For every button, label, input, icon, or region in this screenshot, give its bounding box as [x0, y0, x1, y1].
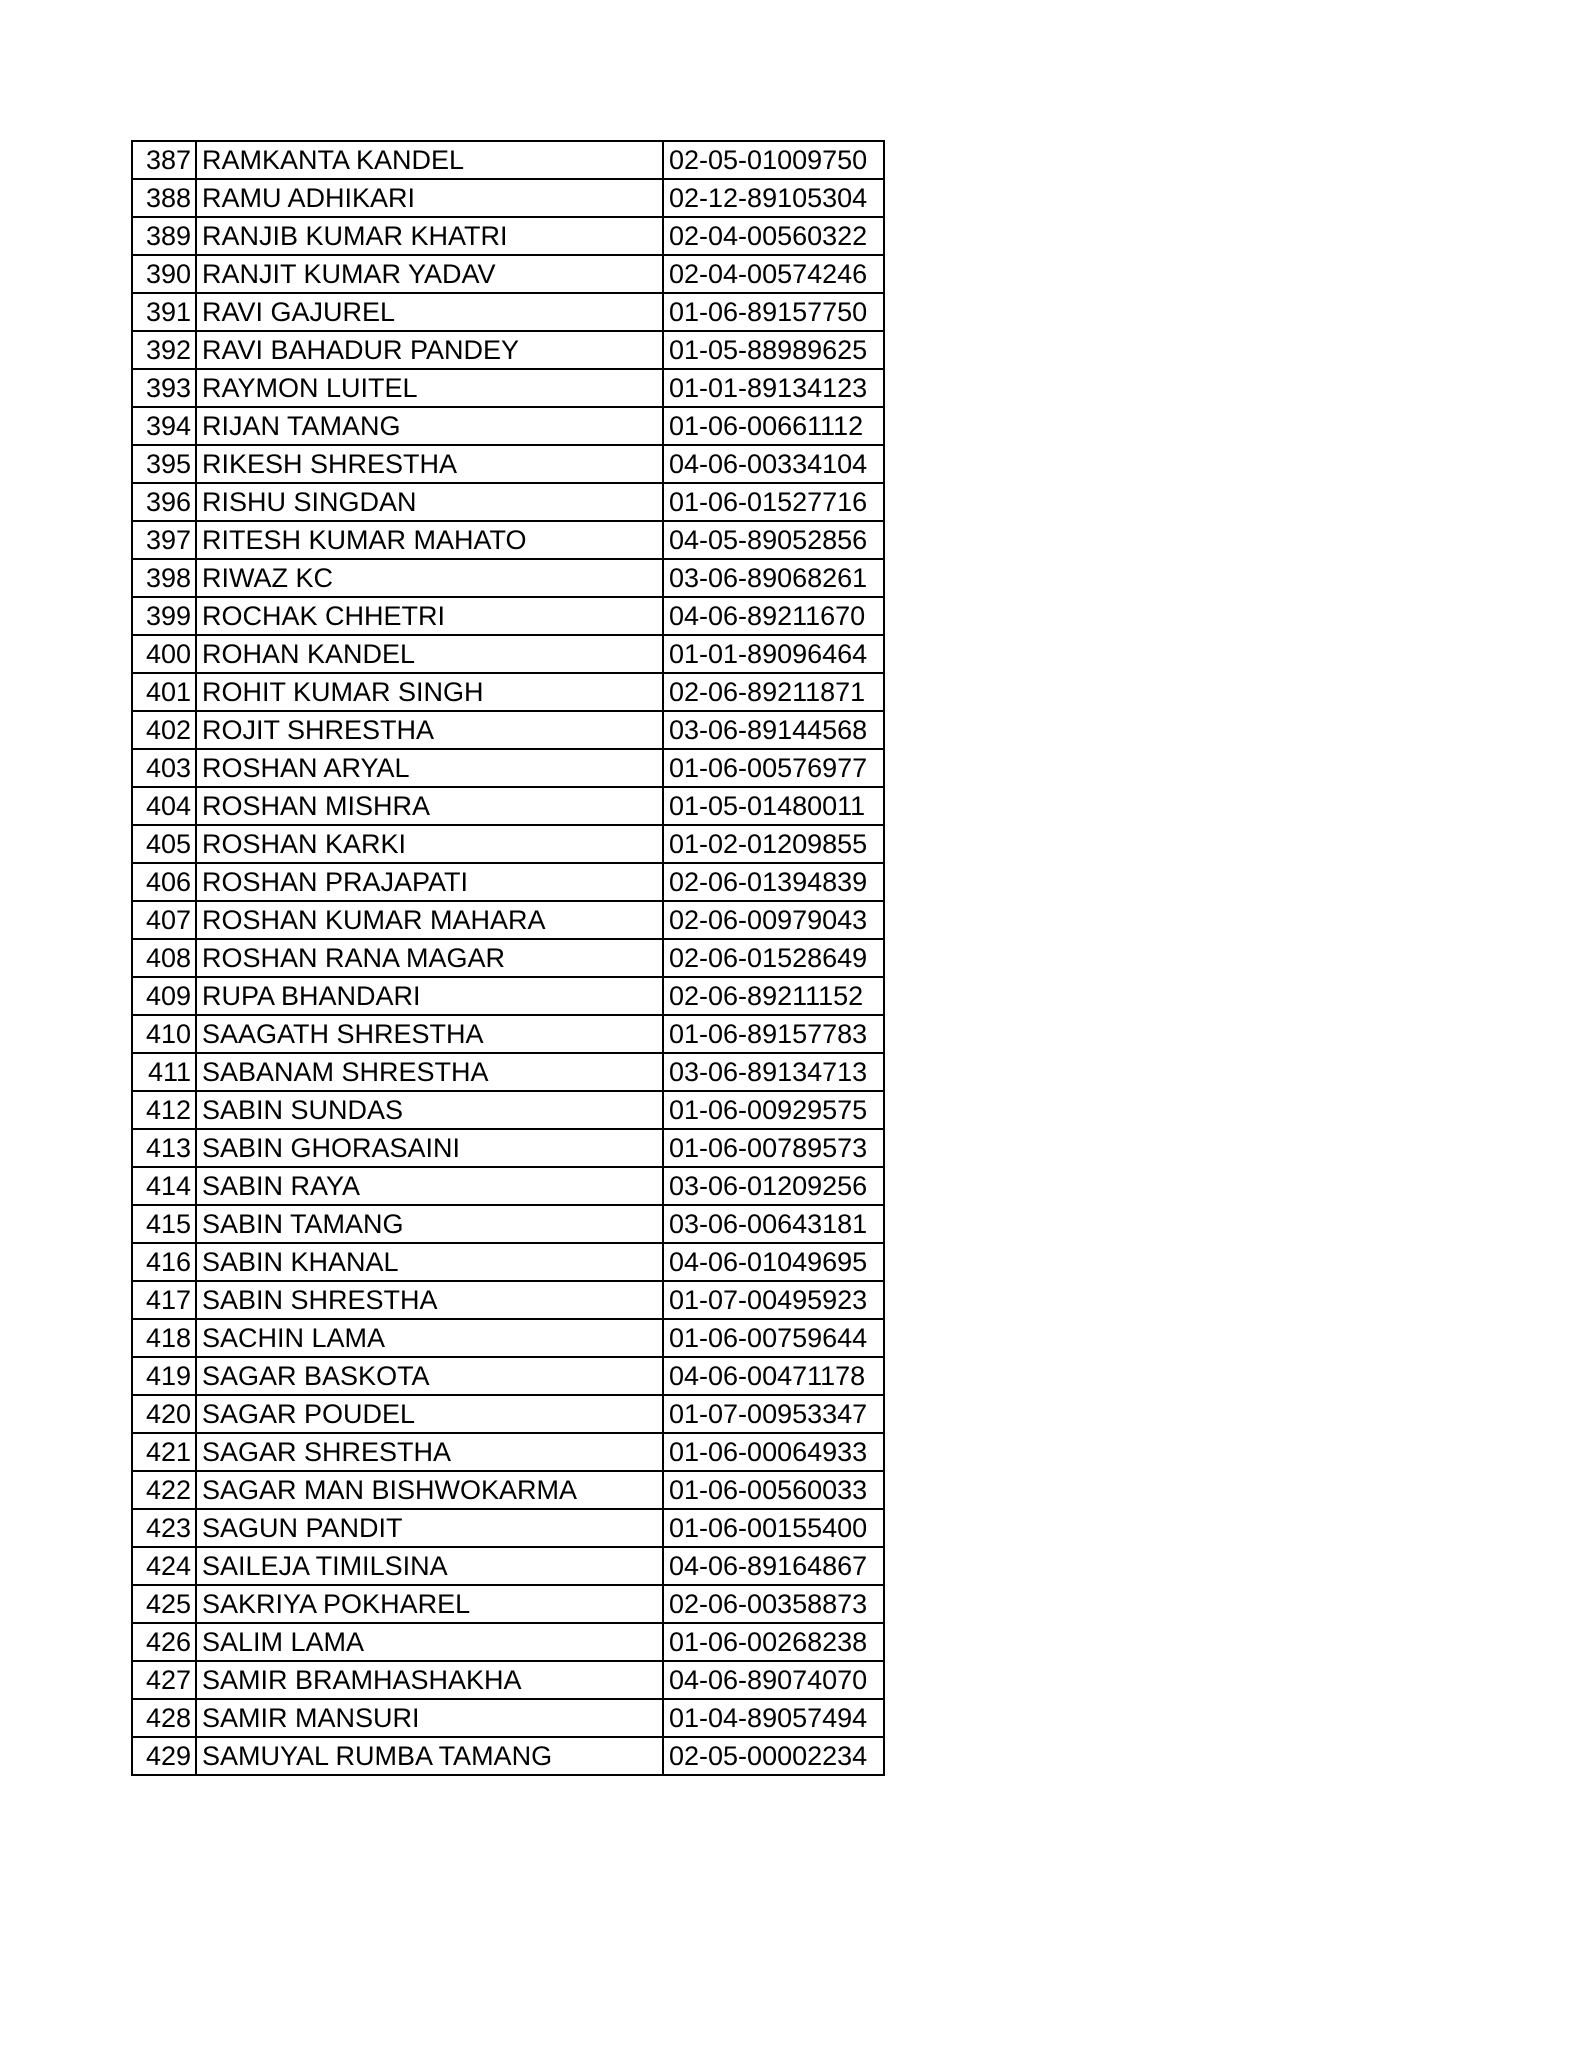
name-list-table	[131, 140, 885, 1776]
id-code: 04-06-89211670	[663, 597, 884, 635]
table-row	[132, 977, 884, 1015]
row-number: 428	[132, 1699, 196, 1737]
person-name: ROSHAN KARKI	[196, 825, 663, 863]
person-name: RIJAN TAMANG	[196, 407, 663, 445]
id-code: 02-05-01009750	[663, 141, 884, 179]
row-number: 393	[132, 369, 196, 407]
id-code: 03-06-89144568	[663, 711, 884, 749]
id-code: 01-06-00560033	[663, 1471, 884, 1509]
id-code: 02-06-89211152	[663, 977, 884, 1015]
id-code: 02-06-89211871	[663, 673, 884, 711]
id-code: 04-06-00334104	[663, 445, 884, 483]
table-row	[132, 1509, 884, 1547]
row-number: 413	[132, 1129, 196, 1167]
table-row	[132, 597, 884, 635]
id-code: 01-06-00576977	[663, 749, 884, 787]
person-name: SAMUYAL RUMBA TAMANG	[196, 1737, 663, 1775]
table-row	[132, 445, 884, 483]
id-code: 01-01-89134123	[663, 369, 884, 407]
id-code: 04-06-00471178	[663, 1357, 884, 1395]
id-code: 01-06-00064933	[663, 1433, 884, 1471]
id-code: 02-06-00979043	[663, 901, 884, 939]
id-code: 03-06-00643181	[663, 1205, 884, 1243]
person-name: RUPA BHANDARI	[196, 977, 663, 1015]
table-row	[132, 521, 884, 559]
person-name: SALIM LAMA	[196, 1623, 663, 1661]
id-code: 03-06-89068261	[663, 559, 884, 597]
row-number: 387	[132, 141, 196, 179]
person-name: ROSHAN ARYAL	[196, 749, 663, 787]
row-number: 396	[132, 483, 196, 521]
row-number: 389	[132, 217, 196, 255]
row-number: 422	[132, 1471, 196, 1509]
id-code: 01-06-00661112	[663, 407, 884, 445]
row-number: 388	[132, 179, 196, 217]
person-name: SABIN SUNDAS	[196, 1091, 663, 1129]
table-row	[132, 1737, 884, 1775]
row-number: 417	[132, 1281, 196, 1319]
table-row	[132, 787, 884, 825]
person-name: RITESH KUMAR MAHATO	[196, 521, 663, 559]
row-number: 416	[132, 1243, 196, 1281]
table-row	[132, 1281, 884, 1319]
person-name: SAGAR SHRESTHA	[196, 1433, 663, 1471]
row-number: 412	[132, 1091, 196, 1129]
row-number: 404	[132, 787, 196, 825]
row-number: 426	[132, 1623, 196, 1661]
row-number: 400	[132, 635, 196, 673]
table-row	[132, 749, 884, 787]
row-number: 414	[132, 1167, 196, 1205]
person-name: RAYMON LUITEL	[196, 369, 663, 407]
row-number: 410	[132, 1015, 196, 1053]
table-row	[132, 1585, 884, 1623]
row-number: 390	[132, 255, 196, 293]
person-name: RIWAZ KC	[196, 559, 663, 597]
person-name: SAKRIYA POKHAREL	[196, 1585, 663, 1623]
row-number: 408	[132, 939, 196, 977]
person-name: SAMIR BRAMHASHAKHA	[196, 1661, 663, 1699]
id-code: 01-06-89157783	[663, 1015, 884, 1053]
row-number: 425	[132, 1585, 196, 1623]
table-row	[132, 1319, 884, 1357]
person-name: ROSHAN MISHRA	[196, 787, 663, 825]
table-row	[132, 1547, 884, 1585]
row-number: 405	[132, 825, 196, 863]
person-name: SABIN KHANAL	[196, 1243, 663, 1281]
row-number: 402	[132, 711, 196, 749]
row-number: 411	[132, 1053, 196, 1091]
id-code: 01-06-01527716	[663, 483, 884, 521]
row-number: 391	[132, 293, 196, 331]
table-row	[132, 1129, 884, 1167]
name-list-body	[132, 141, 884, 1775]
table-row	[132, 1167, 884, 1205]
row-number: 398	[132, 559, 196, 597]
table-row	[132, 1053, 884, 1091]
id-code: 03-06-89134713	[663, 1053, 884, 1091]
table-row	[132, 711, 884, 749]
id-code: 01-05-88989625	[663, 331, 884, 369]
table-row	[132, 483, 884, 521]
table-row	[132, 863, 884, 901]
person-name: SAAGATH SHRESTHA	[196, 1015, 663, 1053]
row-number: 427	[132, 1661, 196, 1699]
person-name: SACHIN LAMA	[196, 1319, 663, 1357]
person-name: ROJIT SHRESTHA	[196, 711, 663, 749]
person-name: ROHAN KANDEL	[196, 635, 663, 673]
id-code: 01-06-00268238	[663, 1623, 884, 1661]
id-code: 02-05-00002234	[663, 1737, 884, 1775]
id-code: 01-06-89157750	[663, 293, 884, 331]
table-row	[132, 1699, 884, 1737]
person-name: SAGUN PANDIT	[196, 1509, 663, 1547]
table-row	[132, 1661, 884, 1699]
row-number: 421	[132, 1433, 196, 1471]
person-name: SABIN SHRESTHA	[196, 1281, 663, 1319]
table-row	[132, 1091, 884, 1129]
person-name: SAGAR MAN BISHWOKARMA	[196, 1471, 663, 1509]
table-row	[132, 825, 884, 863]
id-code: 02-06-01528649	[663, 939, 884, 977]
id-code: 01-02-01209855	[663, 825, 884, 863]
row-number: 399	[132, 597, 196, 635]
id-code: 01-06-00929575	[663, 1091, 884, 1129]
table-row	[132, 331, 884, 369]
person-name: RANJIT KUMAR YADAV	[196, 255, 663, 293]
person-name: RAVI BAHADUR PANDEY	[196, 331, 663, 369]
table-row	[132, 1357, 884, 1395]
table-row	[132, 635, 884, 673]
person-name: RIKESH SHRESTHA	[196, 445, 663, 483]
person-name: ROSHAN KUMAR MAHARA	[196, 901, 663, 939]
person-name: SABIN TAMANG	[196, 1205, 663, 1243]
id-code: 01-07-00495923	[663, 1281, 884, 1319]
table-row	[132, 1395, 884, 1433]
person-name: SAMIR MANSURI	[196, 1699, 663, 1737]
row-number: 407	[132, 901, 196, 939]
person-name: SABIN GHORASAINI	[196, 1129, 663, 1167]
table-row	[132, 901, 884, 939]
person-name: SAGAR POUDEL	[196, 1395, 663, 1433]
person-name: SAGAR BASKOTA	[196, 1357, 663, 1395]
table-row	[132, 1243, 884, 1281]
id-code: 03-06-01209256	[663, 1167, 884, 1205]
row-number: 420	[132, 1395, 196, 1433]
row-number: 392	[132, 331, 196, 369]
table-row	[132, 1015, 884, 1053]
id-code: 04-06-89074070	[663, 1661, 884, 1699]
person-name: SAILEJA TIMILSINA	[196, 1547, 663, 1585]
person-name: RAMU ADHIKARI	[196, 179, 663, 217]
table-row	[132, 369, 884, 407]
table-row	[132, 217, 884, 255]
person-name: ROSHAN RANA MAGAR	[196, 939, 663, 977]
id-code: 01-04-89057494	[663, 1699, 884, 1737]
table-row	[132, 1471, 884, 1509]
row-number: 397	[132, 521, 196, 559]
row-number: 419	[132, 1357, 196, 1395]
person-name: ROCHAK CHHETRI	[196, 597, 663, 635]
person-name: SABANAM SHRESTHA	[196, 1053, 663, 1091]
table-row	[132, 1205, 884, 1243]
id-code: 04-06-89164867	[663, 1547, 884, 1585]
person-name: RAMKANTA KANDEL	[196, 141, 663, 179]
table-row	[132, 407, 884, 445]
row-number: 424	[132, 1547, 196, 1585]
table-row	[132, 939, 884, 977]
row-number: 395	[132, 445, 196, 483]
person-name: ROHIT KUMAR SINGH	[196, 673, 663, 711]
id-code: 02-04-00574246	[663, 255, 884, 293]
row-number: 394	[132, 407, 196, 445]
id-code: 02-06-01394839	[663, 863, 884, 901]
id-code: 01-05-01480011	[663, 787, 884, 825]
id-code: 02-12-89105304	[663, 179, 884, 217]
row-number: 418	[132, 1319, 196, 1357]
person-name: SABIN RAYA	[196, 1167, 663, 1205]
table-row	[132, 179, 884, 217]
table-row	[132, 559, 884, 597]
table-row	[132, 141, 884, 179]
table-row	[132, 673, 884, 711]
id-code: 02-06-00358873	[663, 1585, 884, 1623]
id-code: 04-06-01049695	[663, 1243, 884, 1281]
row-number: 415	[132, 1205, 196, 1243]
id-code: 04-05-89052856	[663, 521, 884, 559]
row-number: 423	[132, 1509, 196, 1547]
person-name: RISHU SINGDAN	[196, 483, 663, 521]
person-name: RANJIB KUMAR KHATRI	[196, 217, 663, 255]
person-name: RAVI GAJUREL	[196, 293, 663, 331]
table-row	[132, 1433, 884, 1471]
table-row	[132, 255, 884, 293]
id-code: 01-07-00953347	[663, 1395, 884, 1433]
row-number: 429	[132, 1737, 196, 1775]
person-name: ROSHAN PRAJAPATI	[196, 863, 663, 901]
id-code: 02-04-00560322	[663, 217, 884, 255]
row-number: 406	[132, 863, 196, 901]
table-row	[132, 1623, 884, 1661]
row-number: 403	[132, 749, 196, 787]
id-code: 01-01-89096464	[663, 635, 884, 673]
row-number: 409	[132, 977, 196, 1015]
row-number: 401	[132, 673, 196, 711]
id-code: 01-06-00789573	[663, 1129, 884, 1167]
id-code: 01-06-00155400	[663, 1509, 884, 1547]
table-row	[132, 293, 884, 331]
id-code: 01-06-00759644	[663, 1319, 884, 1357]
